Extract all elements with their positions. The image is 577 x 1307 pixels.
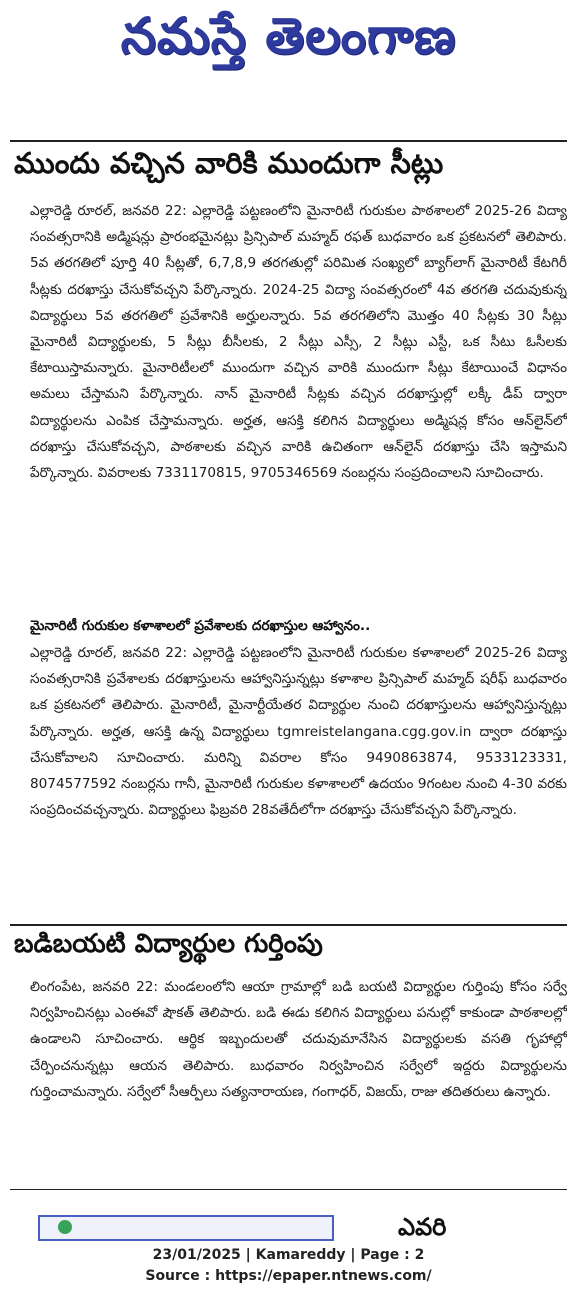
divider [10,140,567,142]
footer-source: Source : https://epaper.ntnews.com/ [145,1268,432,1284]
advertisement-strip [38,1215,334,1241]
headline-out-of-school: బడిబయటి విద్యార్థుల గుర్తింపు [14,929,323,959]
next-story-headline-partial: ఎవరి [398,1213,447,1241]
masthead-logo: నమస్తే తెలంగాణ [120,6,457,65]
masthead [0,0,577,84]
divider [10,1189,567,1190]
subhead-college-admissions: మైనారిటీ గురుకుల కళాశాలలో ప్రవేశాలకు దరఖాస్తుల ఆహ్వానం.. [30,618,371,634]
article-seats-body: ఎల్లారెడ్డి రూరల్, జనవరి 22: ఎల్లారెడ్డి పట్టణంలోని మైనారిటీ గురుకుల పాఠశాలలో 2025-26 విద్యా సంవత్సరానికి అడ్మిషన్లు ప్రారంభమైనట్లు ప్రిన్సిపాల్ మహ్మద్ రఫత్ బుధవారం ఒక ప్రకటనలో తెలిపారు. 5వ తరగతిలో పూర్తి 40 సీట్లతో, 6,7,8,9 తరగతుల్లో పరిమిత సంఖ్యలో బ్యాగ్‌లాగ్ మైనారిటీ కేటగిరీ సీట్లకు దరఖాస్తు చేసుకోవచ్చని పేర్కొన్నారు. 2024-25 విద్యా సంవత్సరంలో 4వ తరగతి చదువుకున్న విద్యార్థులు 5వ తరగతిలో ప్రవేశానికి అర్హులన్నారు. 5వ తరగతిలోని మొత్తం 40 సీట్లకు 30 సీట్లు మైనారిటీ విద్యార్థులకు, 5 సీట్లు బీసీలకు, 2 సీట్లు ఎస్సీ, 2 సీట్లు ఎస్టీ, ఒక సీటు ఓసీలకు కేటాయిస్తామన్నారు. మైనారిటీలలో ముందుగా వచ్చిన వారికి ముందుగా సీట్లు కేటాయించే విధానం అమలు చేస్తామని పేర్కొన్నారు. నాన్ మైనారిటీ సీట్లకు వచ్చిన దరఖాస్తుల్లో లక్కీ డీప్ ద్వారా విద్యార్థులను ఎంపిక చేస్తామన్నారు. అర్హత, ఆసక్తి కలిగిన విద్యార్థులు అడ్మిషన్ల కోసం ఆన్‌లైన్‌లో దరఖాస్తు చేసుకోవచ్చని, పాఠశాలకు వచ్చిన వారికి ఉచితంగా ఆన్‌లైన్ దరఖాస్తు చేసి ఇస్తామని పేర్కొన్నారు. వివరాలకు 7331170815, 9705346569 నంబర్లను సంప్రదించాలని సూచించారు. [30,203,567,482]
article-out-of-school-body: లింగంపేట, జనవరి 22: మండలంలోని ఆయా గ్రామాల్లో బడి బయటి విద్యార్థుల గుర్తింపు కోసం సర్వే నిర్వహించినట్లు ఎంఈవో షౌకత్ తెలిపారు. బడి ఈడు కలిగిన విద్యార్థులు పనుల్లో కాకుండా పాఠశాలల్లో ఉండాలని సూచించారు. ఆర్థిక ఇబ్బందులతో చదువుమానేసిన విద్యార్థులకు వసతి గృహాల్లో చేర్పించనున్నట్లు ఆయన తెలిపారు. బుధవారం నిర్వహించిన సర్వేలో ఇద్దరు విద్యార్థులను గుర్తించామన్నారు. సర్వేలో సీఆర్పీలు సత్యనారాయణ, గంగాధర్, విజయ్, రాజు తదితరులు ఉన్నారు. [30,979,567,1100]
divider [10,924,567,926]
footer-dateline: 23/01/2025 | Kamareddy | Page : 2 [152,1247,425,1263]
headline-seats: ముందు వచ్చిన వారికి ముందుగా సీట్లు [14,146,444,180]
article-college-body: ఎల్లారెడ్డి రూరల్, జనవరి 22: ఎల్లారెడ్డి పట్టణంలోని మైనారిటీ గురుకుల కళాశాలలో 2025-26 విద్యా సంవత్సరానికి ప్రవేశాలకు దరఖాస్తులను ఆహ్వానిస్తున్నట్లు కళాశాల ప్రిన్సిపాల్ మహ్మద్ షరీఫ్ బుధవారం ఒక ప్రకటనలో తెలిపారు. మైనారిటీ, మైనార్టీయేతర విద్యార్థుల నుంచి దరఖాస్తులను ఆహ్వానిస్తున్నట్లు పేర్కొన్నారు. అర్హత, ఆసక్తి ఉన్న విద్యార్థులు tgmreistelangana.cgg.gov.in ద్వారా దరఖాస్తు చేసుకోవాలని సూచించారు. మరిన్ని వివరాల కోసం 9490863874, 9533123331, 8074577592 నంబర్లను గానీ, మైనారిటీ గురుకుల కళాశాలలో ఉదయం 9గంటల నుంచి 4-30 వరకు సంప్రదించవచ్చన్నారు. విద్యార్థులు ఫిబ్రవరి 28వతేదీలోగా దరఖాస్తు చేసుకోవచ్చని పేర్కొన్నారు. [30,645,567,819]
ad-logo-icon [58,1220,72,1234]
